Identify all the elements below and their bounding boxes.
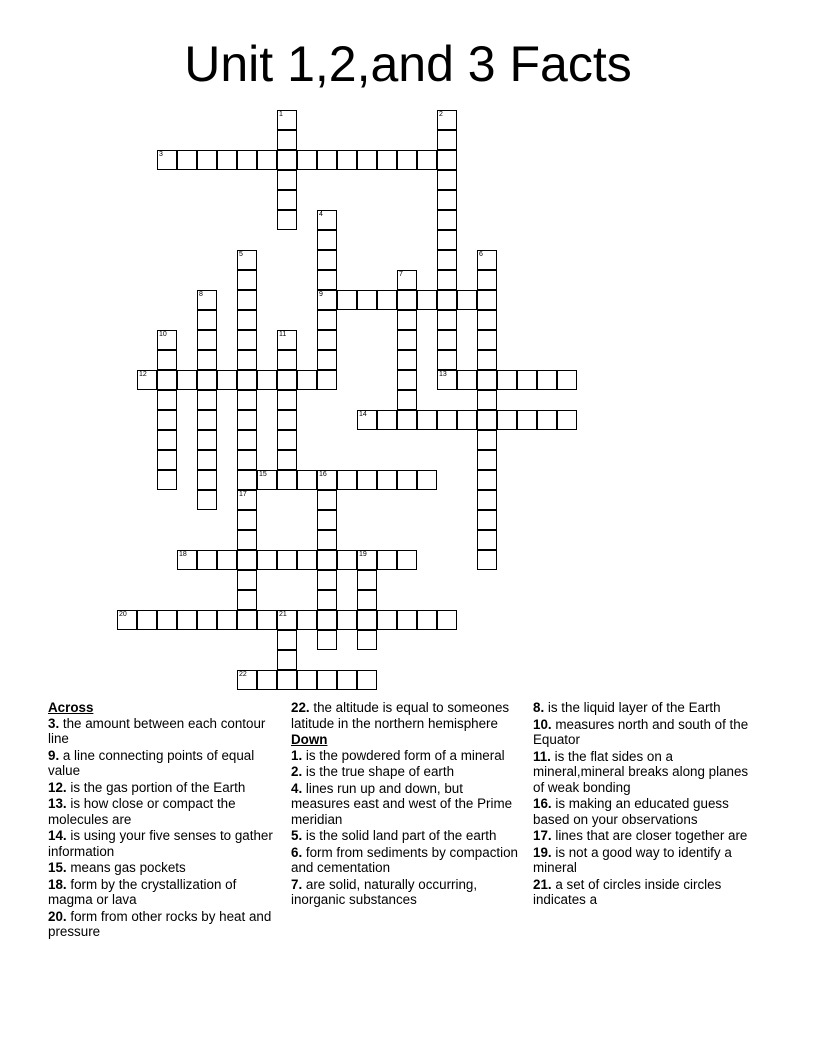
clue-item-text: lines run up and down, but measures east and west of the Prime meridian <box>291 780 513 827</box>
clue-item <box>533 717 761 748</box>
clue-item-text: a line connecting points of equal value <box>48 747 255 778</box>
grid-cell[interactable] <box>277 110 297 130</box>
clue-item-text: is how close or compact the molecules are <box>48 796 236 827</box>
clue-item <box>533 796 761 827</box>
grid-cell[interactable] <box>337 550 357 570</box>
clue-item-number: 4. <box>291 780 303 796</box>
grid-cell[interactable] <box>257 610 277 630</box>
grid-cell[interactable] <box>437 230 457 250</box>
grid-cell[interactable] <box>417 470 437 490</box>
grid-cell[interactable] <box>477 350 497 370</box>
grid-cell[interactable] <box>337 610 357 630</box>
grid-cell[interactable] <box>257 370 277 390</box>
grid-cell[interactable] <box>117 610 137 630</box>
clue-item-number: 6. <box>291 844 303 860</box>
clue-item-text: means gas pockets <box>66 860 186 875</box>
grid-cell[interactable] <box>237 530 257 550</box>
grid-cell[interactable] <box>437 170 457 190</box>
grid-cell[interactable] <box>397 350 417 370</box>
clue-item-number: 11. <box>533 748 551 764</box>
grid-cell[interactable] <box>197 450 217 470</box>
across-clue-list-continued <box>291 700 519 731</box>
grid-cell[interactable] <box>417 150 437 170</box>
grid-cell[interactable] <box>277 370 297 390</box>
grid-cell[interactable] <box>177 550 197 570</box>
grid-cell[interactable] <box>277 650 297 670</box>
grid-cell[interactable] <box>237 670 257 690</box>
clue-number: 20 <box>119 611 127 618</box>
grid-cell[interactable] <box>377 410 397 430</box>
grid-cell[interactable] <box>417 610 437 630</box>
grid-cell[interactable] <box>437 410 457 430</box>
grid-cell[interactable] <box>437 310 457 330</box>
clue-item-text: measures north and south of the Equator <box>533 716 749 747</box>
grid-cell[interactable] <box>477 270 497 290</box>
grid-cell[interactable] <box>277 170 297 190</box>
clue-item <box>291 845 519 876</box>
clue-column-2 <box>291 700 519 909</box>
grid-cell[interactable] <box>377 290 397 310</box>
clue-number: 8 <box>199 291 203 298</box>
grid-cell[interactable] <box>437 210 457 230</box>
grid-cell[interactable] <box>237 390 257 410</box>
clue-number: 11 <box>279 331 287 338</box>
clue-item <box>291 781 519 828</box>
grid-cell[interactable] <box>277 190 297 210</box>
clue-item <box>291 700 519 731</box>
clue-item-text: form from other rocks by heat and pressure <box>48 908 272 939</box>
grid-cell[interactable] <box>537 410 557 430</box>
clue-item-number: 19. <box>533 844 552 860</box>
clue-number: 10 <box>159 331 167 338</box>
grid-cell[interactable] <box>377 470 397 490</box>
clue-item-number: 2. <box>291 764 303 779</box>
clue-item-number: 22. <box>291 700 310 715</box>
clue-item <box>48 828 276 859</box>
grid-cell[interactable] <box>157 370 177 390</box>
grid-cell[interactable] <box>517 410 537 430</box>
grid-cell[interactable] <box>257 470 277 490</box>
grid-cell[interactable] <box>317 590 337 610</box>
grid-cell[interactable] <box>197 310 217 330</box>
clue-item <box>48 748 276 779</box>
clue-item-text: is making an educated guess based on your observations <box>533 796 729 827</box>
clue-item <box>533 828 761 844</box>
grid-cell[interactable] <box>157 390 177 410</box>
grid-cell[interactable] <box>157 410 177 430</box>
grid-cell[interactable] <box>237 490 257 510</box>
grid-cell[interactable] <box>317 250 337 270</box>
clue-item <box>48 909 276 940</box>
grid-cell[interactable] <box>357 290 377 310</box>
grid-cell[interactable] <box>397 550 417 570</box>
clue-item-number: 20. <box>48 908 67 924</box>
grid-cell[interactable] <box>377 610 397 630</box>
clue-number: 1 <box>279 111 283 118</box>
clue-number: 18 <box>179 551 187 558</box>
clue-number: 5 <box>239 251 243 258</box>
clue-item-number: 14. <box>48 828 67 843</box>
grid-cell[interactable] <box>477 530 497 550</box>
grid-cell[interactable] <box>297 370 317 390</box>
grid-cell[interactable] <box>477 450 497 470</box>
grid-cell[interactable] <box>197 550 217 570</box>
grid-cell[interactable] <box>237 330 257 350</box>
grid-cell[interactable] <box>477 510 497 530</box>
clue-item <box>291 877 519 908</box>
grid-cell[interactable] <box>477 290 497 310</box>
grid-cell[interactable] <box>357 550 377 570</box>
grid-cell[interactable] <box>437 250 457 270</box>
grid-cell[interactable] <box>437 330 457 350</box>
grid-cell[interactable] <box>157 350 177 370</box>
grid-cell[interactable] <box>317 210 337 230</box>
grid-cell[interactable] <box>237 570 257 590</box>
grid-cell[interactable] <box>357 570 377 590</box>
grid-cell[interactable] <box>317 330 337 350</box>
grid-cell[interactable] <box>297 150 317 170</box>
clue-item-text: is the gas portion of the Earth <box>66 779 246 795</box>
grid-cell[interactable] <box>497 410 517 430</box>
grid-cell[interactable] <box>277 610 297 630</box>
clue-item-number: 16. <box>533 796 552 811</box>
grid-cell[interactable] <box>257 150 277 170</box>
grid-cell[interactable] <box>197 390 217 410</box>
grid-cell[interactable] <box>317 350 337 370</box>
grid-cell[interactable] <box>197 430 217 450</box>
grid-cell[interactable] <box>357 470 377 490</box>
grid-cell[interactable] <box>157 470 177 490</box>
clue-item-number: 1. <box>291 747 303 763</box>
grid-cell[interactable] <box>397 150 417 170</box>
grid-cell[interactable] <box>397 610 417 630</box>
grid-cell[interactable] <box>237 430 257 450</box>
clue-number: 2 <box>439 111 443 118</box>
grid-cell[interactable] <box>337 290 357 310</box>
grid-cell[interactable] <box>277 150 297 170</box>
grid-cell[interactable] <box>277 130 297 150</box>
grid-cell[interactable] <box>317 510 337 530</box>
grid-cell[interactable] <box>157 430 177 450</box>
grid-cell[interactable] <box>297 470 317 490</box>
clue-number: 6 <box>479 251 483 258</box>
grid-cell[interactable] <box>557 410 577 430</box>
grid-cell[interactable] <box>337 670 357 690</box>
clue-item <box>48 860 276 876</box>
clue-item <box>533 749 761 796</box>
clue-number: 17 <box>239 491 247 498</box>
clue-item-text: is the liquid layer of the Earth <box>544 700 721 715</box>
grid-cell[interactable] <box>277 550 297 570</box>
grid-cell[interactable] <box>397 330 417 350</box>
clue-item <box>291 828 519 844</box>
grid-cell[interactable] <box>397 290 417 310</box>
grid-cell[interactable] <box>197 350 217 370</box>
grid-cell[interactable] <box>317 150 337 170</box>
grid-cell[interactable] <box>317 370 337 390</box>
grid-cell[interactable] <box>177 150 197 170</box>
grid-cell[interactable] <box>357 150 377 170</box>
clue-number: 16 <box>319 471 327 478</box>
grid-cell[interactable] <box>177 370 197 390</box>
grid-cell[interactable] <box>157 610 177 630</box>
clue-item-number: 10. <box>533 716 552 732</box>
clue-item-number: 21. <box>533 876 552 892</box>
grid-cell[interactable] <box>357 630 377 650</box>
grid-cell[interactable] <box>457 370 477 390</box>
grid-cell[interactable] <box>437 370 457 390</box>
clue-item-text: is the solid land part of the earth <box>302 828 497 843</box>
clue-item <box>48 780 276 796</box>
across-heading: Across <box>48 700 94 715</box>
grid-cell[interactable] <box>317 630 337 650</box>
grid-cell[interactable] <box>437 110 457 130</box>
grid-cell[interactable] <box>437 350 457 370</box>
grid-cell[interactable] <box>277 410 297 430</box>
clue-item-number: 8. <box>533 700 545 715</box>
grid-cell[interactable] <box>197 470 217 490</box>
grid-cell[interactable] <box>237 350 257 370</box>
clue-item-text: form by the crystallization of magma or lava <box>48 876 237 907</box>
page-title: Unit 1,2,and 3 Facts <box>184 36 632 92</box>
grid-cell[interactable] <box>237 550 257 570</box>
grid-cell[interactable] <box>197 410 217 430</box>
grid-cell[interactable] <box>437 130 457 150</box>
grid-cell[interactable] <box>477 390 497 410</box>
grid-cell[interactable] <box>157 150 177 170</box>
grid-cell[interactable] <box>177 610 197 630</box>
grid-cell[interactable] <box>497 370 517 390</box>
grid-cell[interactable] <box>297 670 317 690</box>
grid-cell[interactable] <box>157 330 177 350</box>
grid-cell[interactable] <box>237 470 257 490</box>
grid-cell[interactable] <box>397 470 417 490</box>
grid-cell[interactable] <box>237 270 257 290</box>
grid-cell[interactable] <box>237 610 257 630</box>
clue-number: 14 <box>359 411 367 418</box>
grid-cell[interactable] <box>517 370 537 390</box>
grid-cell[interactable] <box>397 370 417 390</box>
grid-cell[interactable] <box>257 670 277 690</box>
grid-cell[interactable] <box>237 250 257 270</box>
clue-item <box>533 700 761 716</box>
clue-item <box>533 845 761 876</box>
down-heading: Down <box>291 732 328 747</box>
clue-item-text: is the powdered form of a mineral <box>302 747 505 763</box>
grid-cell[interactable] <box>317 470 337 490</box>
grid-cell[interactable] <box>317 290 337 310</box>
grid-cell[interactable] <box>237 290 257 310</box>
grid-cell[interactable] <box>317 570 337 590</box>
clue-item-text: is not a good way to identify a mineral <box>533 844 732 875</box>
grid-cell[interactable] <box>197 290 217 310</box>
grid-cell[interactable] <box>357 610 377 630</box>
clue-number: 15 <box>259 471 267 478</box>
clue-column-1 <box>48 700 276 941</box>
grid-cell[interactable] <box>197 490 217 510</box>
grid-cell[interactable] <box>277 450 297 470</box>
clue-number: 19 <box>359 551 367 558</box>
clue-item-text: is the true shape of earth <box>302 764 455 779</box>
grid-cell[interactable] <box>297 550 317 570</box>
clue-item-number: 3. <box>48 715 60 731</box>
clue-item <box>48 716 276 747</box>
down-clue-list <box>291 748 519 908</box>
clue-item <box>533 877 761 908</box>
clue-number: 3 <box>159 151 163 158</box>
clue-item <box>48 877 276 908</box>
clue-item-text: is using your five senses to gather information <box>48 828 273 859</box>
grid-cell[interactable] <box>357 670 377 690</box>
grid-cell[interactable] <box>277 470 297 490</box>
grid-cell[interactable] <box>417 410 437 430</box>
grid-cell[interactable] <box>477 330 497 350</box>
grid-cell[interactable] <box>217 150 237 170</box>
grid-cell[interactable] <box>317 610 337 630</box>
grid-cell[interactable] <box>457 410 477 430</box>
clue-item <box>291 764 519 780</box>
grid-cell[interactable] <box>237 590 257 610</box>
grid-cell[interactable] <box>557 370 577 390</box>
clue-item-text: the altitude is equal to someones latitude in the northern hemisphere <box>291 700 510 731</box>
grid-cell[interactable] <box>477 310 497 330</box>
clue-number: 12 <box>139 371 147 378</box>
grid-cell[interactable] <box>237 370 257 390</box>
grid-cell[interactable] <box>137 370 157 390</box>
grid-cell[interactable] <box>237 310 257 330</box>
grid-cell[interactable] <box>397 310 417 330</box>
grid-cell[interactable] <box>277 350 297 370</box>
grid-cell[interactable] <box>437 290 457 310</box>
grid-cell[interactable] <box>477 370 497 390</box>
grid-cell[interactable] <box>477 410 497 430</box>
grid-cell[interactable] <box>217 610 237 630</box>
grid-cell[interactable] <box>277 430 297 450</box>
grid-cell[interactable] <box>317 670 337 690</box>
clue-item-text: is the flat sides on a mineral,mineral breaks along planes of weak bonding <box>533 748 749 795</box>
clue-item <box>291 748 519 764</box>
grid-cell[interactable] <box>237 150 257 170</box>
grid-cell[interactable] <box>237 510 257 530</box>
clue-item-text: lines that are closer together are <box>551 828 748 843</box>
clue-number: 7 <box>399 271 403 278</box>
grid-cell[interactable] <box>437 190 457 210</box>
grid-cell[interactable] <box>397 270 417 290</box>
clue-item-number: 9. <box>48 747 60 763</box>
grid-cell[interactable] <box>197 370 217 390</box>
grid-cell[interactable] <box>217 550 237 570</box>
clue-item-text: are solid, naturally occurring, inorganic substances <box>291 876 478 907</box>
grid-cell[interactable] <box>457 290 477 310</box>
across-clue-list <box>48 716 276 940</box>
clue-number: 4 <box>319 211 323 218</box>
grid-cell[interactable] <box>477 250 497 270</box>
clue-item-number: 15. <box>48 860 67 875</box>
grid-cell[interactable] <box>317 550 337 570</box>
down-clue-list-continued <box>533 700 761 908</box>
grid-cell[interactable] <box>377 550 397 570</box>
grid-cell[interactable] <box>317 230 337 250</box>
clue-column-3 <box>533 700 761 909</box>
grid-cell[interactable] <box>477 430 497 450</box>
grid-cell[interactable] <box>197 610 217 630</box>
clue-item-number: 18. <box>48 876 67 892</box>
grid-cell[interactable] <box>357 410 377 430</box>
clue-item-text: a set of circles inside circles indicates a <box>533 876 722 907</box>
grid-cell[interactable] <box>477 490 497 510</box>
clue-item-number: 5. <box>291 828 303 843</box>
clue-item-number: 7. <box>291 876 303 892</box>
grid-cell[interactable] <box>437 150 457 170</box>
grid-cell[interactable] <box>197 150 217 170</box>
grid-cell[interactable] <box>157 450 177 470</box>
grid-cell[interactable] <box>477 550 497 570</box>
clue-item <box>48 796 276 827</box>
clue-number: 13 <box>439 371 447 378</box>
grid-cell[interactable] <box>317 530 337 550</box>
grid-cell[interactable] <box>357 590 377 610</box>
grid-cell[interactable] <box>317 270 337 290</box>
grid-cell[interactable] <box>537 370 557 390</box>
clue-item-text: the amount between each contour line <box>48 715 266 746</box>
grid-cell[interactable] <box>277 630 297 650</box>
grid-cell[interactable] <box>277 210 297 230</box>
grid-cell[interactable] <box>397 390 417 410</box>
clue-item-text: form from sediments by compaction and cementation <box>291 844 518 875</box>
clue-item-number: 12. <box>48 779 67 795</box>
grid-cell[interactable] <box>337 470 357 490</box>
clue-number: 21 <box>279 611 287 618</box>
grid-cell[interactable] <box>477 470 497 490</box>
grid-cell[interactable] <box>277 330 297 350</box>
grid-cell[interactable] <box>437 270 457 290</box>
grid-cell[interactable] <box>317 490 337 510</box>
clue-item-number: 17. <box>533 828 552 843</box>
clue-item-number: 13. <box>48 796 67 811</box>
grid-cell[interactable] <box>257 550 277 570</box>
grid-cell[interactable] <box>197 330 217 350</box>
grid-cell[interactable] <box>417 290 437 310</box>
grid-cell[interactable] <box>277 390 297 410</box>
grid-cell[interactable] <box>377 150 397 170</box>
grid-cell[interactable] <box>237 450 257 470</box>
grid-cell[interactable] <box>397 410 417 430</box>
grid-cell[interactable] <box>237 410 257 430</box>
grid-cell[interactable] <box>337 150 357 170</box>
grid-cell[interactable] <box>437 610 457 630</box>
clue-number: 22 <box>239 671 247 678</box>
clue-number: 9 <box>319 291 323 298</box>
grid-cell[interactable] <box>297 610 317 630</box>
grid-cell[interactable] <box>277 670 297 690</box>
grid-cell[interactable] <box>137 610 157 630</box>
grid-cell[interactable] <box>317 310 337 330</box>
grid-cell[interactable] <box>217 370 237 390</box>
